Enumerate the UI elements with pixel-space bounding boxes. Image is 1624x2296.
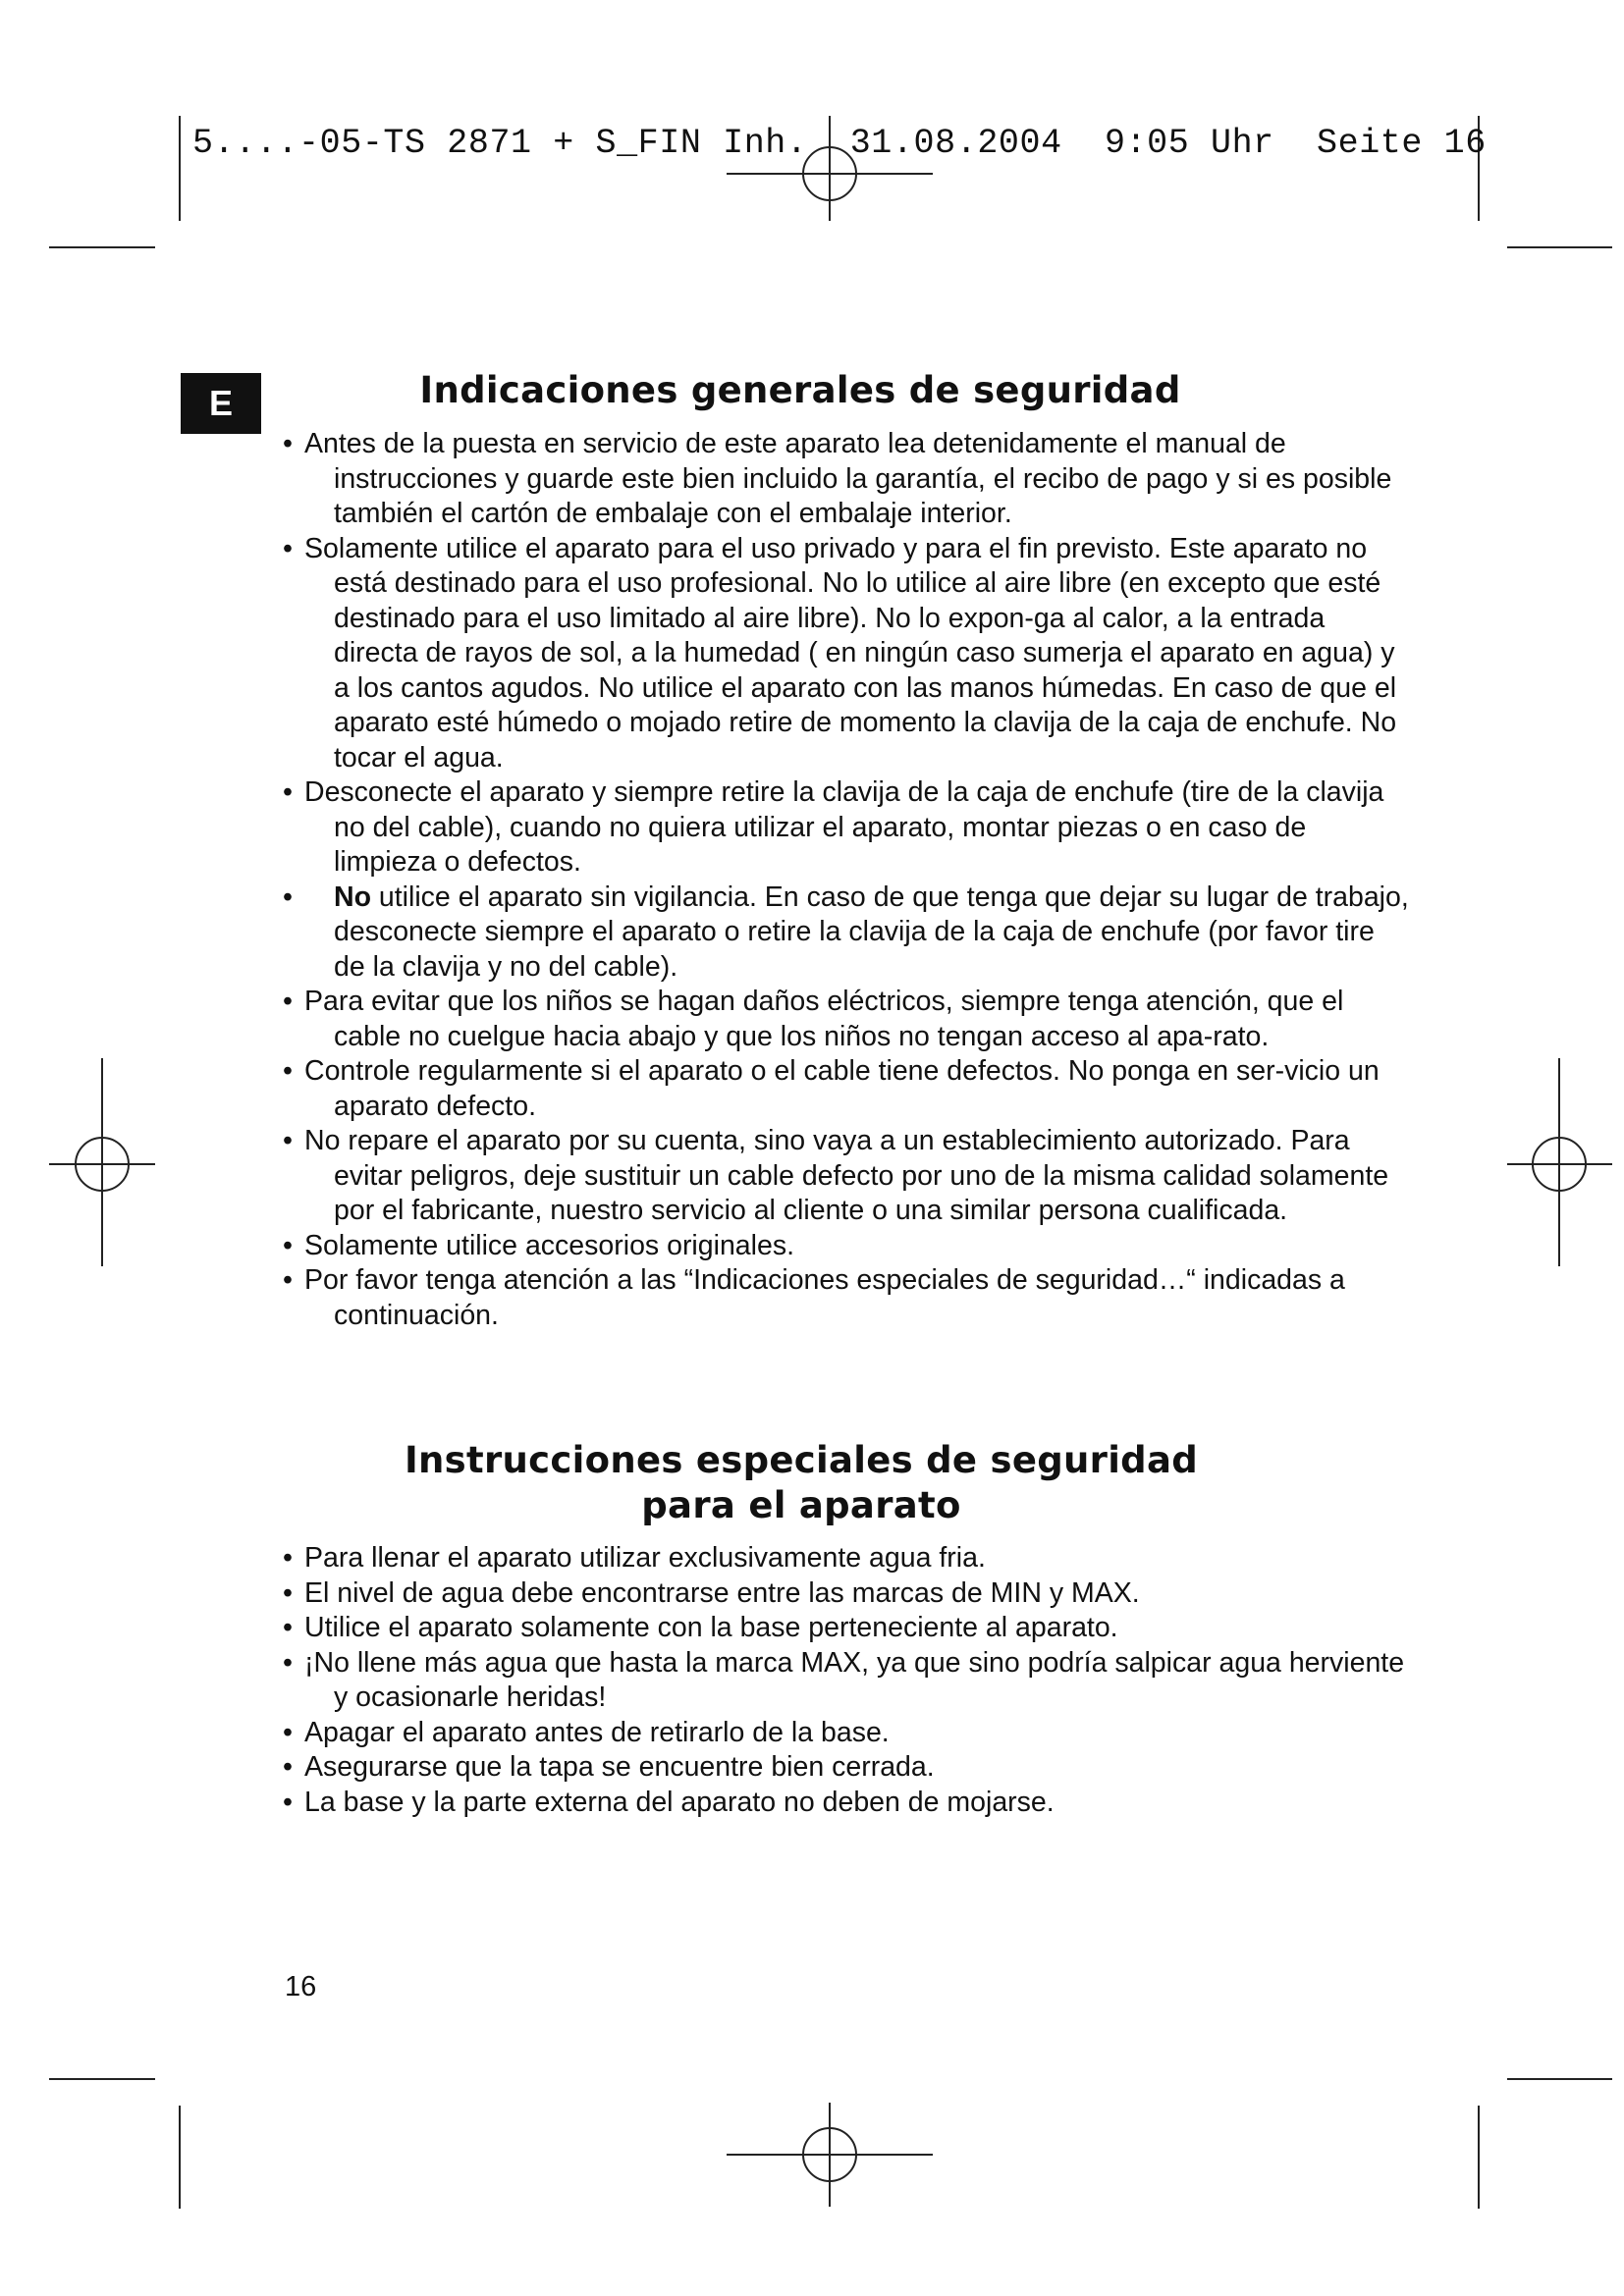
section-title-line-1: Instrucciones especiales de seguridad xyxy=(404,1439,1199,1481)
section-title-special-safety xyxy=(285,1438,1318,1528)
list-item: • Antes de la puesta en servicio de este aparato lea detenidamente el manual de instrucciones y guarde este bien incluido la garantía, el recibo de pago y si es posible también el cartón de embalaje con el embalaje interior. xyxy=(283,428,1392,529)
list-item: • No utilice el aparato sin vigilancia. En caso de que tenga que dejar su lugar de trabajo, desconecte siempre el aparato o retire la clavija de la caja de enchufe (por favor tire de la clavija y no del cable). xyxy=(283,881,1409,983)
list-item: • Utilice el aparato solamente con la base perteneciente al aparato. xyxy=(283,1612,1118,1643)
list-item: • Apagar el aparato antes de retirarlo de la base. xyxy=(283,1716,890,1748)
registration-mark-left xyxy=(49,1058,155,1266)
registration-mark-right xyxy=(1507,1058,1612,1266)
list-item: • Para llenar el aparato utilizar exclusivamente agua fria. xyxy=(283,1542,986,1574)
list-item: • Por favor tenga atención a las “Indicaciones especiales de seguridad…“ indicadas a continuación. xyxy=(283,1264,1345,1331)
list-item: • No repare el aparato por su cuenta, sino vaya a un establecimiento autorizado. Para evitar peligros, deje sustituir un cable defecto por uno de la misma calidad solamente por el fabricante, nuestro servicio al cliente o una similar persona cualificada. xyxy=(283,1125,1389,1226)
special-safety-list xyxy=(283,1541,1412,1820)
section-title-general-safety: Indicaciones generales de seguridad xyxy=(419,369,1181,411)
list-item: • La base y la parte externa del aparato no deben de mojarse. xyxy=(283,1786,1055,1818)
section-title-line-2: para el aparato xyxy=(641,1484,961,1526)
list-item: • Solamente utilice accesorios originales. xyxy=(283,1229,795,1261)
list-item: • Desconecte el aparato y siempre retire la clavija de la caja de enchufe (tire de la clavija no del cable), cuando no quiera utilizar el aparato, montar piezas o en caso de limpieza o defectos. xyxy=(283,776,1384,878)
list-item: • ¡No llene más agua que hasta la marca MAX, ya que sino podría salpicar agua herviente y ocasionarle heridas! xyxy=(283,1646,1405,1713)
general-safety-list xyxy=(283,427,1412,1333)
print-slug-header: 5....-05-TS 2871 + S_FIN Inh. 31.08.2004 9:05 Uhr Seite 16 xyxy=(192,124,1487,163)
list-item: • Asegurarse que la tapa se encuentre bien cerrada. xyxy=(283,1751,935,1783)
language-tab: E xyxy=(181,373,261,434)
list-item: • Controle regularmente si el aparato o el cable tiene defectos. No ponga en ser-vicio un aparato defecto. xyxy=(283,1055,1380,1122)
registration-mark-bottom xyxy=(727,2103,933,2207)
page-number: 16 xyxy=(285,1971,317,2002)
list-item: • Para evitar que los niños se hagan daños eléctricos, siempre tenga atención, que el cable no cuelgue hacia abajo y que los niños no tengan acceso al apa-rato. xyxy=(283,986,1344,1052)
list-item: • Solamente utilice el aparato para el uso privado y para el fin previsto. Este aparato no está destinado para el uso profesional. No lo utilice al aire libre (en excepto que esté destinado para el uso limitado al aire libre). No lo expon-ga al calor, a la entrada directa de rayos de sol, a la humedad ( en ningún caso sumerja el aparato en agua) y a los cantos agudos. No utilice el aparato con las manos húmedas. En caso de que el aparato esté húmedo o mojado retire de momento la clavija de la caja de enchufe. No tocar el agua. xyxy=(283,532,1397,774)
list-item: • El nivel de agua debe encontrarse entre las marcas de MIN y MAX. xyxy=(283,1576,1140,1609)
